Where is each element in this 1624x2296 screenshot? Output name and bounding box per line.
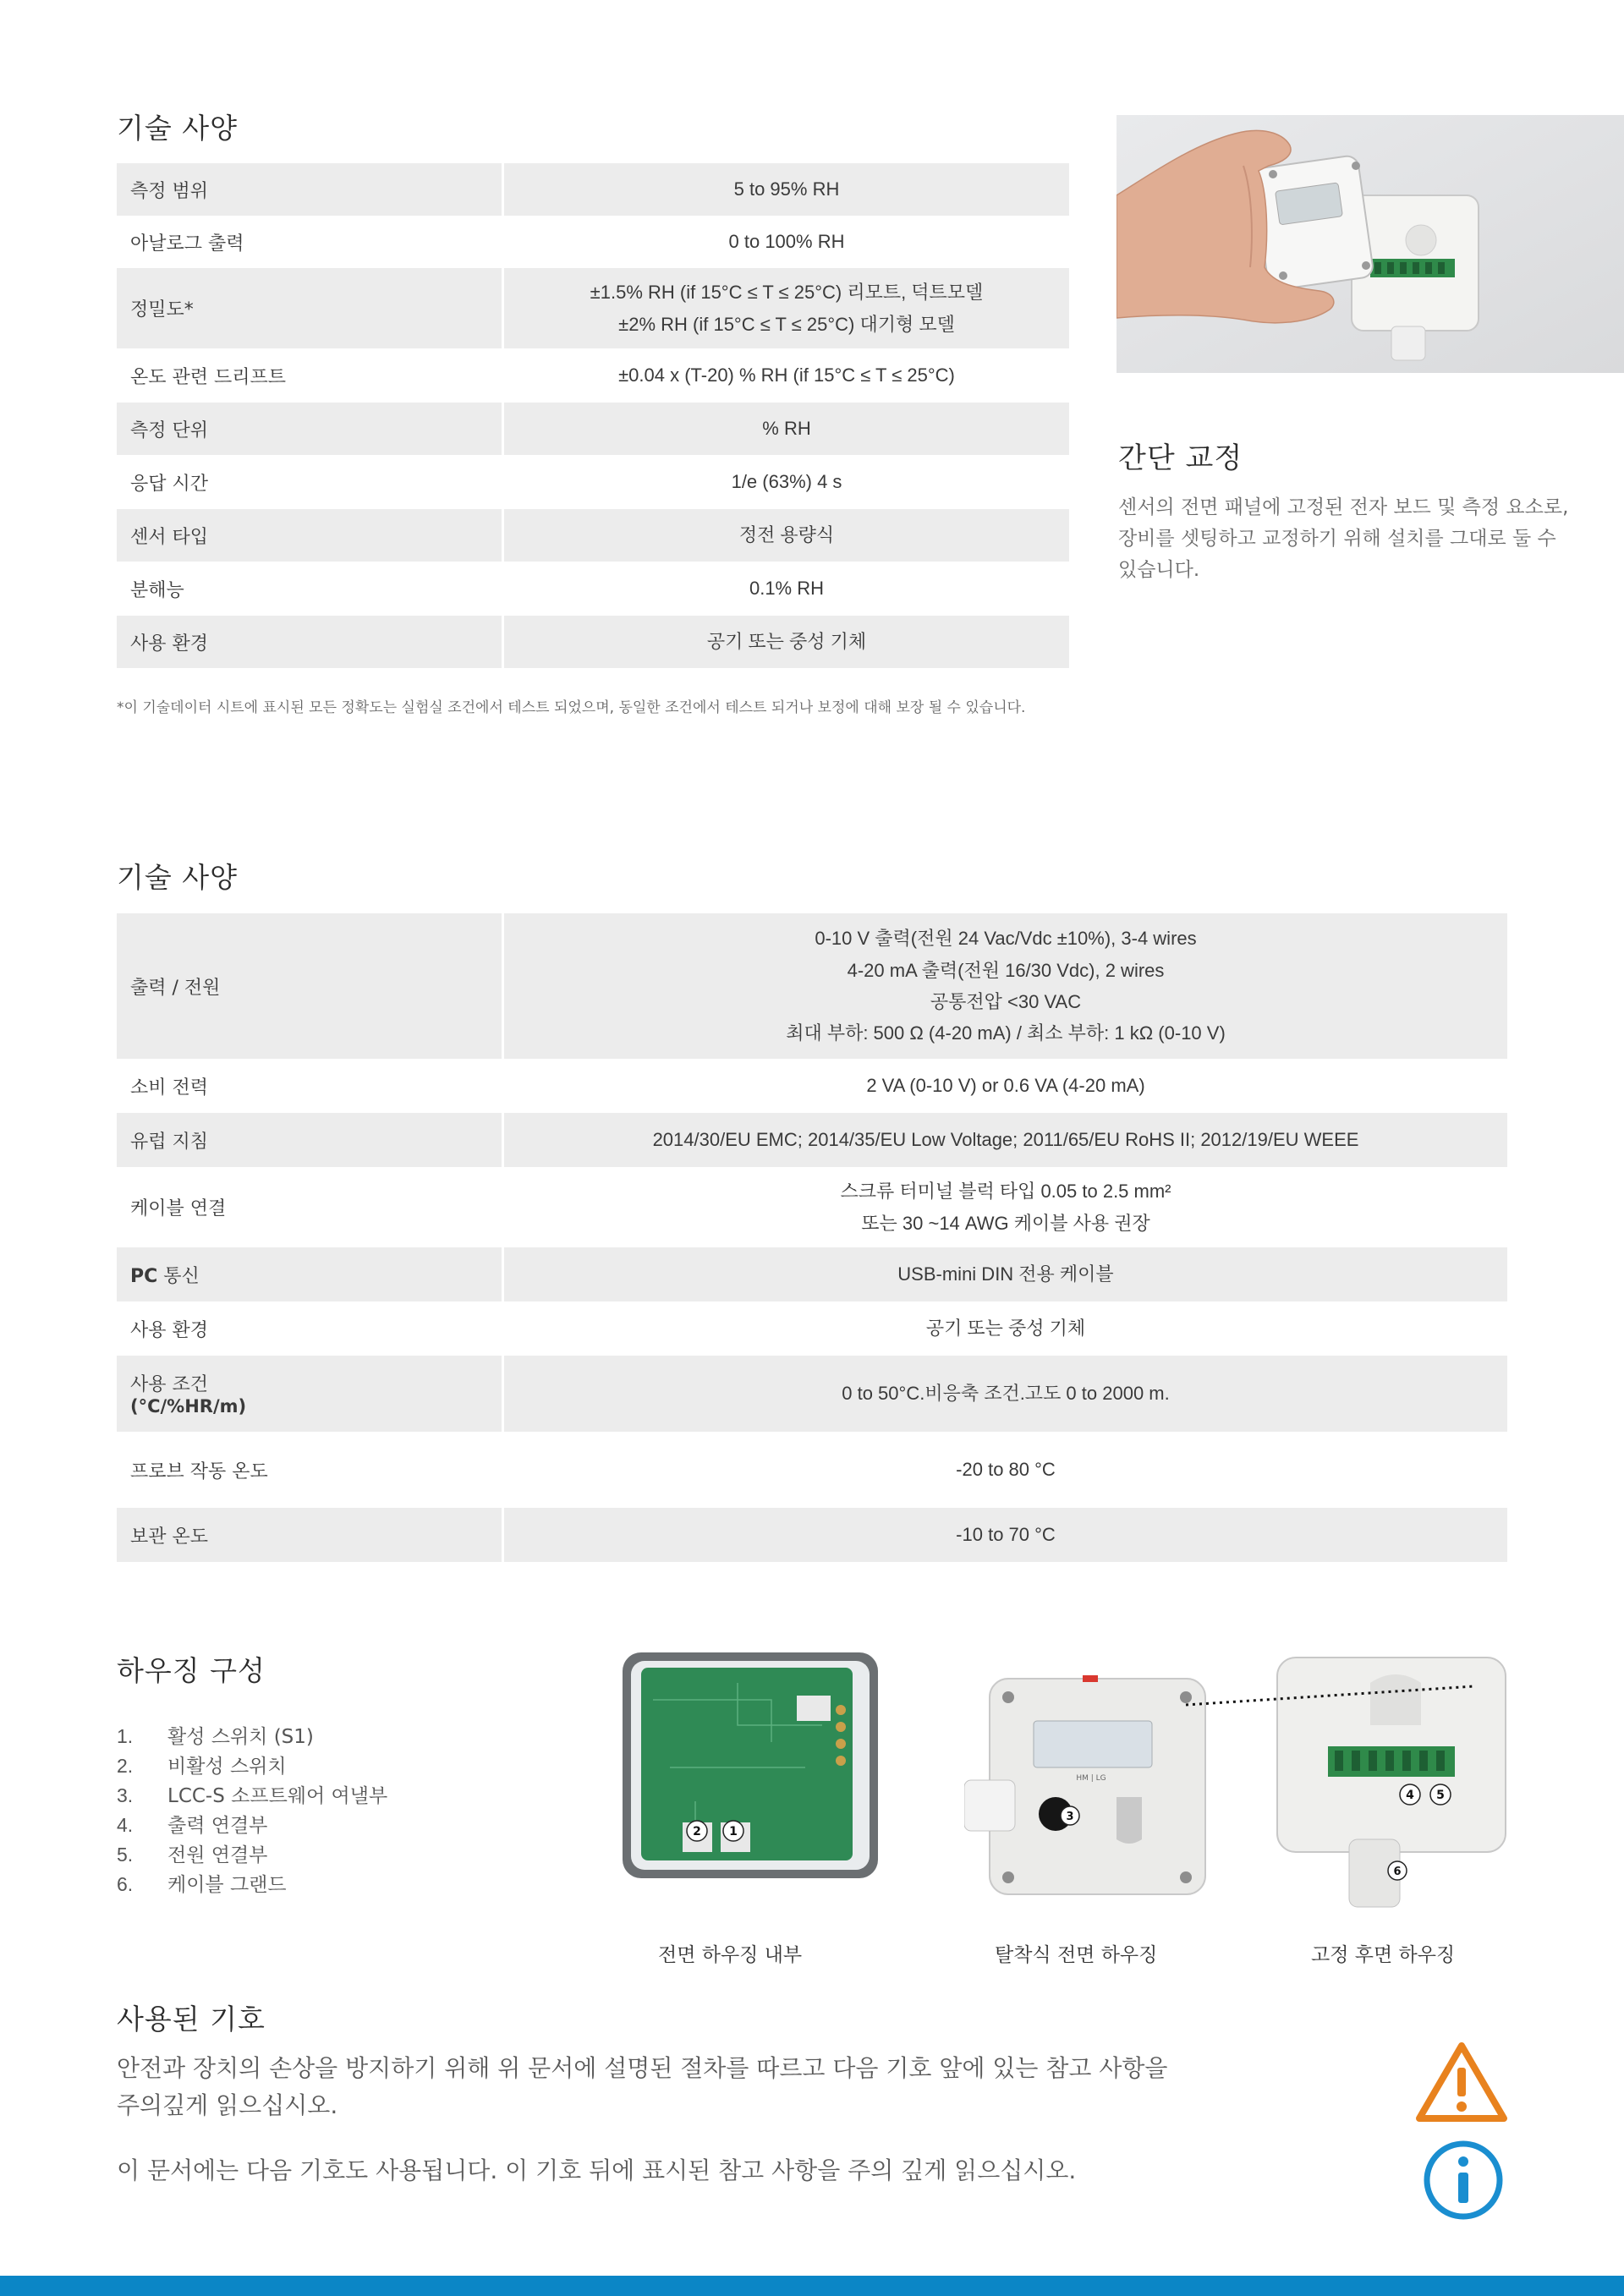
symbols-para-1-line-2: 주의깊게 읽으십시오. xyxy=(117,2091,338,2119)
spec-row xyxy=(117,216,1069,268)
bottom-bar xyxy=(0,2276,1624,2296)
spec-value xyxy=(504,562,1069,616)
spec-key xyxy=(117,1059,504,1113)
spec-table-1 xyxy=(117,163,1069,668)
spec-value-line: 최대 부하: 500 Ω (4-20 mA) / 최소 부하: 1 kΩ (0-10 V) xyxy=(786,1022,1226,1044)
spec-value xyxy=(504,1247,1507,1301)
spec-value xyxy=(504,1113,1507,1167)
calibration-title: 간단 교정 xyxy=(1118,441,1243,475)
housing-list-item xyxy=(117,1870,387,1899)
housing-item-label: 비활성 스위치 xyxy=(167,1756,287,1778)
spec-value xyxy=(504,1059,1507,1113)
spec-value-line: % RH xyxy=(762,418,811,440)
marker-6: 6 xyxy=(1393,1866,1402,1878)
housing-list-item xyxy=(117,1840,387,1870)
symbols-para-1-line-1: 안전과 장치의 손상을 방지하기 위해 위 문서에 설명된 절차를 따르고 다음 기호 앞에 있는 참고 사항을 xyxy=(117,2054,1168,2082)
spec-value-line: 2 VA (0-10 V) or 0.6 VA (4-20 mA) xyxy=(866,1075,1145,1097)
spec-key xyxy=(117,348,504,403)
housing-item-number: 1. xyxy=(117,1725,134,1747)
marker-3: 3 xyxy=(1066,1811,1074,1823)
spec-value-line: 0 to 50°C.비응축 조건.고도 0 to 2000 m. xyxy=(842,1383,1170,1405)
spec-value xyxy=(504,163,1069,216)
dotted-connector xyxy=(1184,1683,1476,1708)
spec-value xyxy=(504,455,1069,509)
calibration-text: 센서의 전면 패널에 고정된 전자 보드 및 측정 요소로, 장비를 셋팅하고 교정하기 위해 설치를 그대로 둘 수 있습니다. xyxy=(1118,496,1569,581)
spec-key xyxy=(117,562,504,616)
spec-value-line: ±2% RH (if 15°C ≤ T ≤ 25°C) 대기형 모델 xyxy=(618,313,955,335)
footnote: *이 기술데이터 시트에 표시된 모든 정확도는 실험실 조건에서 테스트 되었으며, 동일한 조건에서 테스트 되거나 보정에 대해 보장 될 수 있습니다. xyxy=(117,699,1026,716)
spec-row xyxy=(117,616,1069,668)
spec-key xyxy=(117,268,504,348)
spec-key-bold: PC xyxy=(130,1265,158,1287)
spec-value-line: 2014/30/EU EMC; 2014/35/EU Low Voltage; 2011/65/EU RoHS II; 2012/19/EU WEEE xyxy=(652,1129,1359,1151)
spec-value-line: -10 to 70 °C xyxy=(956,1524,1056,1546)
spec-key xyxy=(117,403,504,455)
housing-list-item xyxy=(117,1722,387,1751)
housing-list-item xyxy=(117,1751,387,1781)
spec-row xyxy=(117,913,1507,1059)
spec-row xyxy=(117,455,1069,509)
spec-value-line: 정전 용량식 xyxy=(738,524,835,546)
spec-key xyxy=(117,616,504,668)
spec-key-label: 아날로그 출력 xyxy=(130,233,244,255)
marker-5: 5 xyxy=(1436,1789,1445,1802)
symbols-para-1 xyxy=(117,2050,1369,2124)
spec-value-line: 스크류 터미널 블럭 타입 0.05 to 2.5 mm² xyxy=(840,1181,1171,1203)
spec-value xyxy=(504,348,1069,403)
spec-key-label: 온도 관련 드리프트 xyxy=(130,366,287,388)
spec-key xyxy=(117,455,504,509)
spec-value-line: 0 to 100% RH xyxy=(728,231,845,253)
housing-item-label: 출력 연결부 xyxy=(167,1815,268,1837)
spec-key-label: 프로브 작동 온도 xyxy=(130,1460,268,1482)
spec-table-2 xyxy=(117,913,1507,1562)
spec-value-line: 공통전압 <30 VAC xyxy=(930,991,1082,1012)
spec-key-label: 응답 시간 xyxy=(130,473,209,495)
spec-key-sub: (°C/%HR/m) xyxy=(130,1396,247,1417)
spec-value xyxy=(504,1356,1507,1432)
spec-value-line: 0.1% RH xyxy=(749,578,825,600)
spec-key-label: 출력 / 전원 xyxy=(130,977,221,999)
spec-key-label: 보관 온도 xyxy=(130,1526,209,1548)
spec-row xyxy=(117,1167,1507,1247)
housing-item-number: 6. xyxy=(117,1873,134,1895)
spec-row xyxy=(117,509,1069,562)
info-circle-icon xyxy=(1423,2140,1504,2221)
housing-item-label: 활성 스위치 (S1) xyxy=(167,1726,314,1748)
device-label: HM | LG xyxy=(1076,1774,1106,1783)
spec-row xyxy=(117,268,1069,348)
spec-key-label: 정밀도* xyxy=(130,299,194,321)
spec-key xyxy=(117,1432,504,1508)
spec-value xyxy=(504,268,1069,348)
spec-key-label: 센서 타입 xyxy=(130,526,209,548)
spec-value-line: 1/e (63%) 4 s xyxy=(731,471,842,493)
spec-value xyxy=(504,1301,1507,1356)
spec-key xyxy=(117,1167,504,1247)
housing-item-number: 2. xyxy=(117,1755,134,1777)
spec-key xyxy=(117,913,504,1059)
spec-key xyxy=(117,1356,504,1432)
caption-fixed-rear: 고정 후면 하우징 xyxy=(1311,1944,1456,1966)
housing-list-item xyxy=(117,1811,387,1840)
spec-value xyxy=(504,1432,1507,1508)
spec-key-label: 사용 조건 xyxy=(130,1374,209,1395)
spec-value-line: USB-mini DIN 전용 케이블 xyxy=(897,1263,1114,1285)
symbols-title: 사용된 기호 xyxy=(117,2003,266,2036)
spec-value-line: 5 to 95% RH xyxy=(733,178,840,200)
spec-key xyxy=(117,1301,504,1356)
spec-value-line: ±0.04 x (T-20) % RH (if 15°C ≤ T ≤ 25°C) xyxy=(618,364,955,386)
spec-value xyxy=(504,509,1069,562)
housing-item-number: 3. xyxy=(117,1784,134,1806)
spec-key-label: 케이블 연결 xyxy=(130,1198,227,1219)
spec-key xyxy=(117,1247,504,1301)
front-housing-inside-image xyxy=(619,1649,881,1882)
housing-item-label: 전원 연결부 xyxy=(167,1844,268,1866)
marker-1: 1 xyxy=(729,1825,738,1838)
spec-value xyxy=(504,616,1069,668)
spec-title-2: 기술 사양 xyxy=(117,861,239,894)
housing-item-number: 4. xyxy=(117,1814,134,1836)
spec-key xyxy=(117,1508,504,1562)
housing-list xyxy=(117,1722,387,1899)
spec-row xyxy=(117,1113,1507,1167)
spec-key-label: 유럽 지침 xyxy=(130,1131,209,1153)
spec-key xyxy=(117,509,504,562)
symbols-para-2: 이 문서에는 다음 기호도 사용됩니다. 이 기호 뒤에 표시된 참고 사항을 주의 깊게 읽으십시오. xyxy=(117,2156,1077,2184)
spec-key xyxy=(117,1113,504,1167)
spec-value-line: 또는 30 ~14 AWG 케이블 사용 권장 xyxy=(861,1212,1150,1234)
spec-value xyxy=(504,403,1069,455)
spec-row xyxy=(117,1432,1507,1508)
spec-key-label: 사용 환경 xyxy=(130,1319,209,1341)
spec-row xyxy=(117,1247,1507,1301)
calibration-photo xyxy=(1116,115,1624,373)
spec-value xyxy=(504,216,1069,268)
spec-title-1: 기술 사양 xyxy=(117,112,239,145)
housing-title: 하우징 구성 xyxy=(117,1654,266,1687)
marker-4: 4 xyxy=(1406,1789,1414,1802)
spec-key-label: 사용 환경 xyxy=(130,633,209,655)
caption-removable-front: 탈착식 전면 하우징 xyxy=(995,1944,1158,1966)
spec-row xyxy=(117,1508,1507,1562)
spec-key-label: 소비 전력 xyxy=(130,1077,209,1099)
housing-item-label: 케이블 그랜드 xyxy=(167,1874,287,1896)
housing-list-item xyxy=(117,1781,387,1811)
spec-value-line: 4-20 mA 출력(전원 16/30 Vdc), 2 wires xyxy=(847,959,1165,981)
spec-key xyxy=(117,216,504,268)
spec-row xyxy=(117,1059,1507,1113)
housing-item-label: LCC-S 소프트웨어 여낼부 xyxy=(167,1785,388,1807)
spec-row xyxy=(117,1301,1507,1356)
marker-2: 2 xyxy=(693,1825,701,1838)
spec-value xyxy=(504,913,1507,1059)
spec-value-line: 0-10 V 출력(전원 24 Vac/Vdc ±10%), 3-4 wires xyxy=(815,928,1197,950)
spec-value-line: ±1.5% RH (if 15°C ≤ T ≤ 25°C) 리모트, 덕트모델 xyxy=(590,282,984,304)
spec-key xyxy=(117,163,504,216)
housing-item-number: 5. xyxy=(117,1844,134,1866)
spec-key-label: 분해능 xyxy=(130,579,184,601)
removable-front-housing-image xyxy=(964,1670,1218,1907)
spec-key-label: 측정 범위 xyxy=(130,180,209,202)
spec-row xyxy=(117,562,1069,616)
spec-row xyxy=(117,163,1069,216)
spec-value xyxy=(504,1508,1507,1562)
spec-value-line: 공기 또는 중성 기체 xyxy=(706,631,867,653)
warning-triangle-icon xyxy=(1414,2041,1509,2123)
spec-row xyxy=(117,403,1069,455)
spec-key-label: 측정 단위 xyxy=(130,419,209,441)
spec-value xyxy=(504,1167,1507,1247)
spec-key-label: 통신 xyxy=(157,1265,200,1287)
caption-front-inside: 전면 하우징 내부 xyxy=(658,1944,803,1966)
spec-row xyxy=(117,348,1069,403)
spec-value-line: 공기 또는 중성 기체 xyxy=(925,1318,1086,1340)
spec-row xyxy=(117,1356,1507,1432)
spec-value-line: -20 to 80 °C xyxy=(956,1459,1056,1481)
